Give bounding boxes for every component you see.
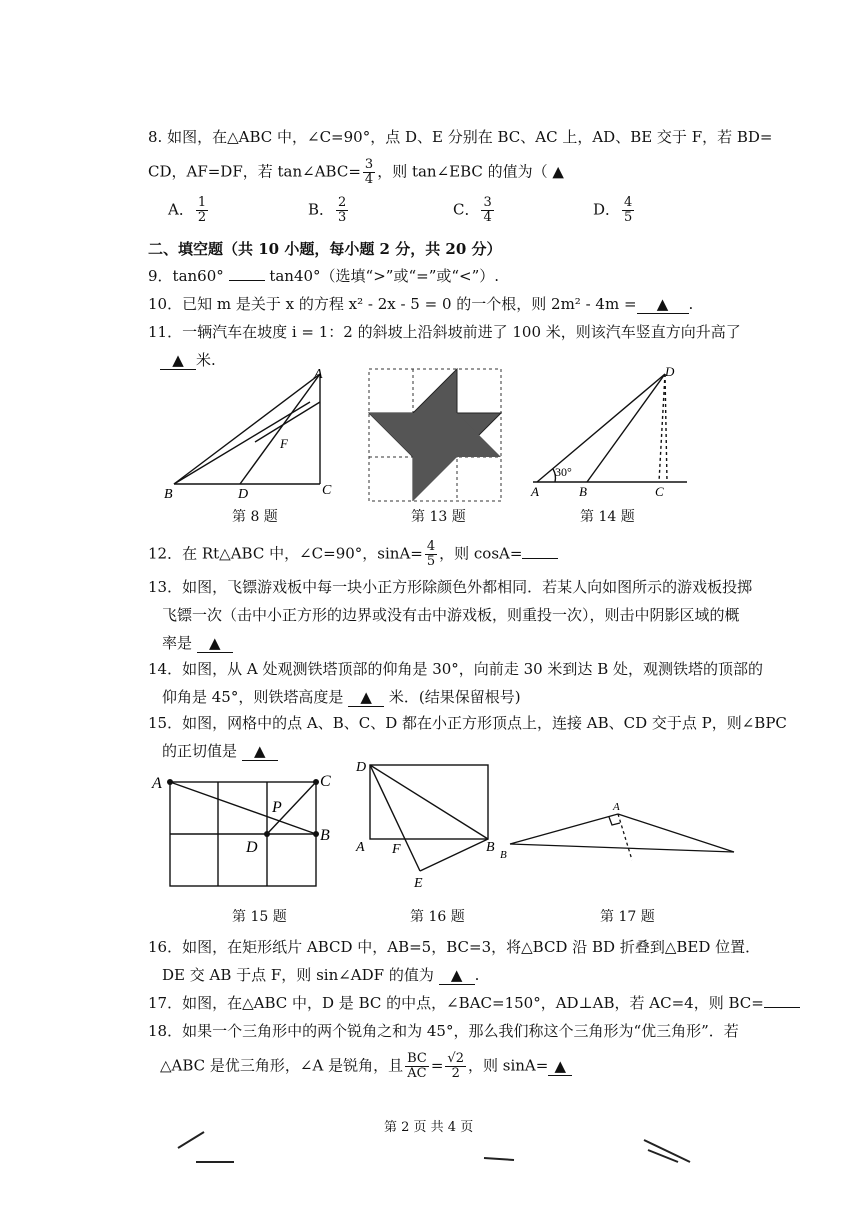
fig17-label-b: B xyxy=(500,849,507,861)
fig15-label-b: B xyxy=(320,827,330,844)
q8-line2: CD，AF=DF，若 tan∠ABC= $\frac{3}{4}$ ，则 tan∠EBC 的值为（ ▲ xyxy=(148,157,564,187)
fig16-label-d: D xyxy=(356,760,367,775)
q8-line1: 8. 如图，在△ABC 中，∠C=90°，点 D、E 分别在 BC、AC 上，AD、BE 交于 F，若 BD= xyxy=(148,128,773,146)
fig8-label-f: F xyxy=(280,436,288,451)
fig16-caption: 第 16 题 xyxy=(410,909,465,925)
q13-line2: 飞镖一次（击中小正方形的边界或没有击中游戏板，则重投一次），则击中阴影区域的概 xyxy=(162,606,740,624)
fig17-label-a: A xyxy=(613,801,620,813)
q13-line1: 13．如图，飞镖游戏板中每一块小正方形除颜色外都相同．若某人向如图所示的游戏板投掷 xyxy=(148,578,753,596)
q15-line2: 的正切值是 ▲ xyxy=(162,742,278,761)
fig8-label-a: A xyxy=(314,367,323,382)
q15-line1: 15．如图，网格中的点 A、B、C、D 都在小正方形顶点上，连接 AB、CD 交于点 P，则∠BPC xyxy=(148,714,787,732)
fig14-angle: 30° xyxy=(555,465,572,479)
page-footer: 第 2 页 共 4 页 xyxy=(384,1120,474,1135)
fig13-caption: 第 13 题 xyxy=(411,509,466,525)
q11-line2: ▲ 米. xyxy=(160,351,216,370)
q12: 12．在 Rt△ABC 中，∠C=90°，sinA= $\frac{4}{5}$ ，则 cosA= xyxy=(148,540,558,569)
q16-line2: DE 交 AB 于点 F，则 sin∠ADF 的值为 ▲ . xyxy=(162,966,480,984)
fig15-label-a: A xyxy=(152,775,162,792)
q14-line2: 仰角是 45°，则铁塔高度是 ▲ 米．(结果保留根号) xyxy=(162,688,521,706)
q8-option-b: B． $\frac{2}{3}$ xyxy=(308,195,347,225)
q10: 10．已知 m 是关于 x 的方程 x² - 2x - 5 = 0 的一个根，则 2m² - 4m = ▲ . xyxy=(148,295,694,313)
q8-option-d: D． $\frac{4}{5}$ xyxy=(593,195,633,225)
fig14-label-d: D xyxy=(665,364,675,379)
q8-option-c: C． $\frac{3}{4}$ xyxy=(453,195,492,225)
fig8-caption: 第 8 题 xyxy=(232,509,278,525)
fig15-label-c: C xyxy=(320,773,331,790)
fig15-label-p: P xyxy=(272,799,282,816)
figure-13 xyxy=(368,368,502,502)
q9: 9．tan60° tan40°（选填“>”或“=”或“<”）. xyxy=(148,267,500,285)
fig8-label-d: D xyxy=(238,487,249,502)
q8-option-a: A． $\frac{1}{2}$ xyxy=(168,195,207,225)
fig16-label-f: F xyxy=(392,842,401,857)
q17: 17．如图，在△ABC 中，D 是 BC 的中点，∠BAC=150°，AD⊥AB，若 AC=4，则 BC= xyxy=(148,994,800,1012)
figure-15 xyxy=(148,770,338,896)
figure-8 xyxy=(160,362,340,502)
fig15-label-d: D xyxy=(246,839,258,856)
fig14-label-b: B xyxy=(579,484,587,499)
fig16-label-e: E xyxy=(414,876,423,890)
q14-line1: 14．如图，从 A 处观测铁塔顶部的仰角是 30°，向前走 30 米到达 B 处，观测铁塔的顶部的 xyxy=(148,660,763,678)
q16-line1: 16．如图，在矩形纸片 ABCD 中，AB=5，BC=3，将△BCD 沿 BD 折叠到△BED 位置． xyxy=(148,938,761,956)
fig14-caption: 第 14 题 xyxy=(580,509,635,525)
fig14-label-a: A xyxy=(531,484,539,499)
figure-14 xyxy=(525,362,695,502)
section-heading: 二、填空题（共 10 小题，每小题 2 分，共 20 分） xyxy=(148,240,502,258)
q8-fraction: $\frac{3}{4}$ xyxy=(364,157,374,187)
fig14-label-c: C xyxy=(655,484,664,499)
q13-line3: 率是 ▲ xyxy=(162,634,233,653)
q18-line1: 18．如果一个三角形中的两个锐角之和为 45°，那么我们称这个三角形为“优三角形”．若 xyxy=(148,1022,739,1040)
fig15-caption: 第 15 题 xyxy=(232,909,287,925)
fig16-label-b: B xyxy=(486,840,495,855)
fig8-label-b: B xyxy=(164,487,173,502)
figure-16 xyxy=(352,755,502,890)
figure-17 xyxy=(498,798,743,878)
fig16-label-a: A xyxy=(356,840,365,855)
fig17-caption: 第 17 题 xyxy=(600,909,655,925)
fig8-label-c: C xyxy=(322,483,332,498)
q18-line2: △ABC 是优三角形，∠A 是锐角，且 $\frac{BC}{AC}$ = $\frac{√2}{2}$ ，则 sinA= ▲ xyxy=(160,1052,572,1081)
scan-marks xyxy=(0,1120,867,1180)
q11-line1: 11．一辆汽车在坡度 i = 1：2 的斜坡上沿斜坡前进了 100 米，则该汽车竖直方向升高了 xyxy=(148,323,741,341)
